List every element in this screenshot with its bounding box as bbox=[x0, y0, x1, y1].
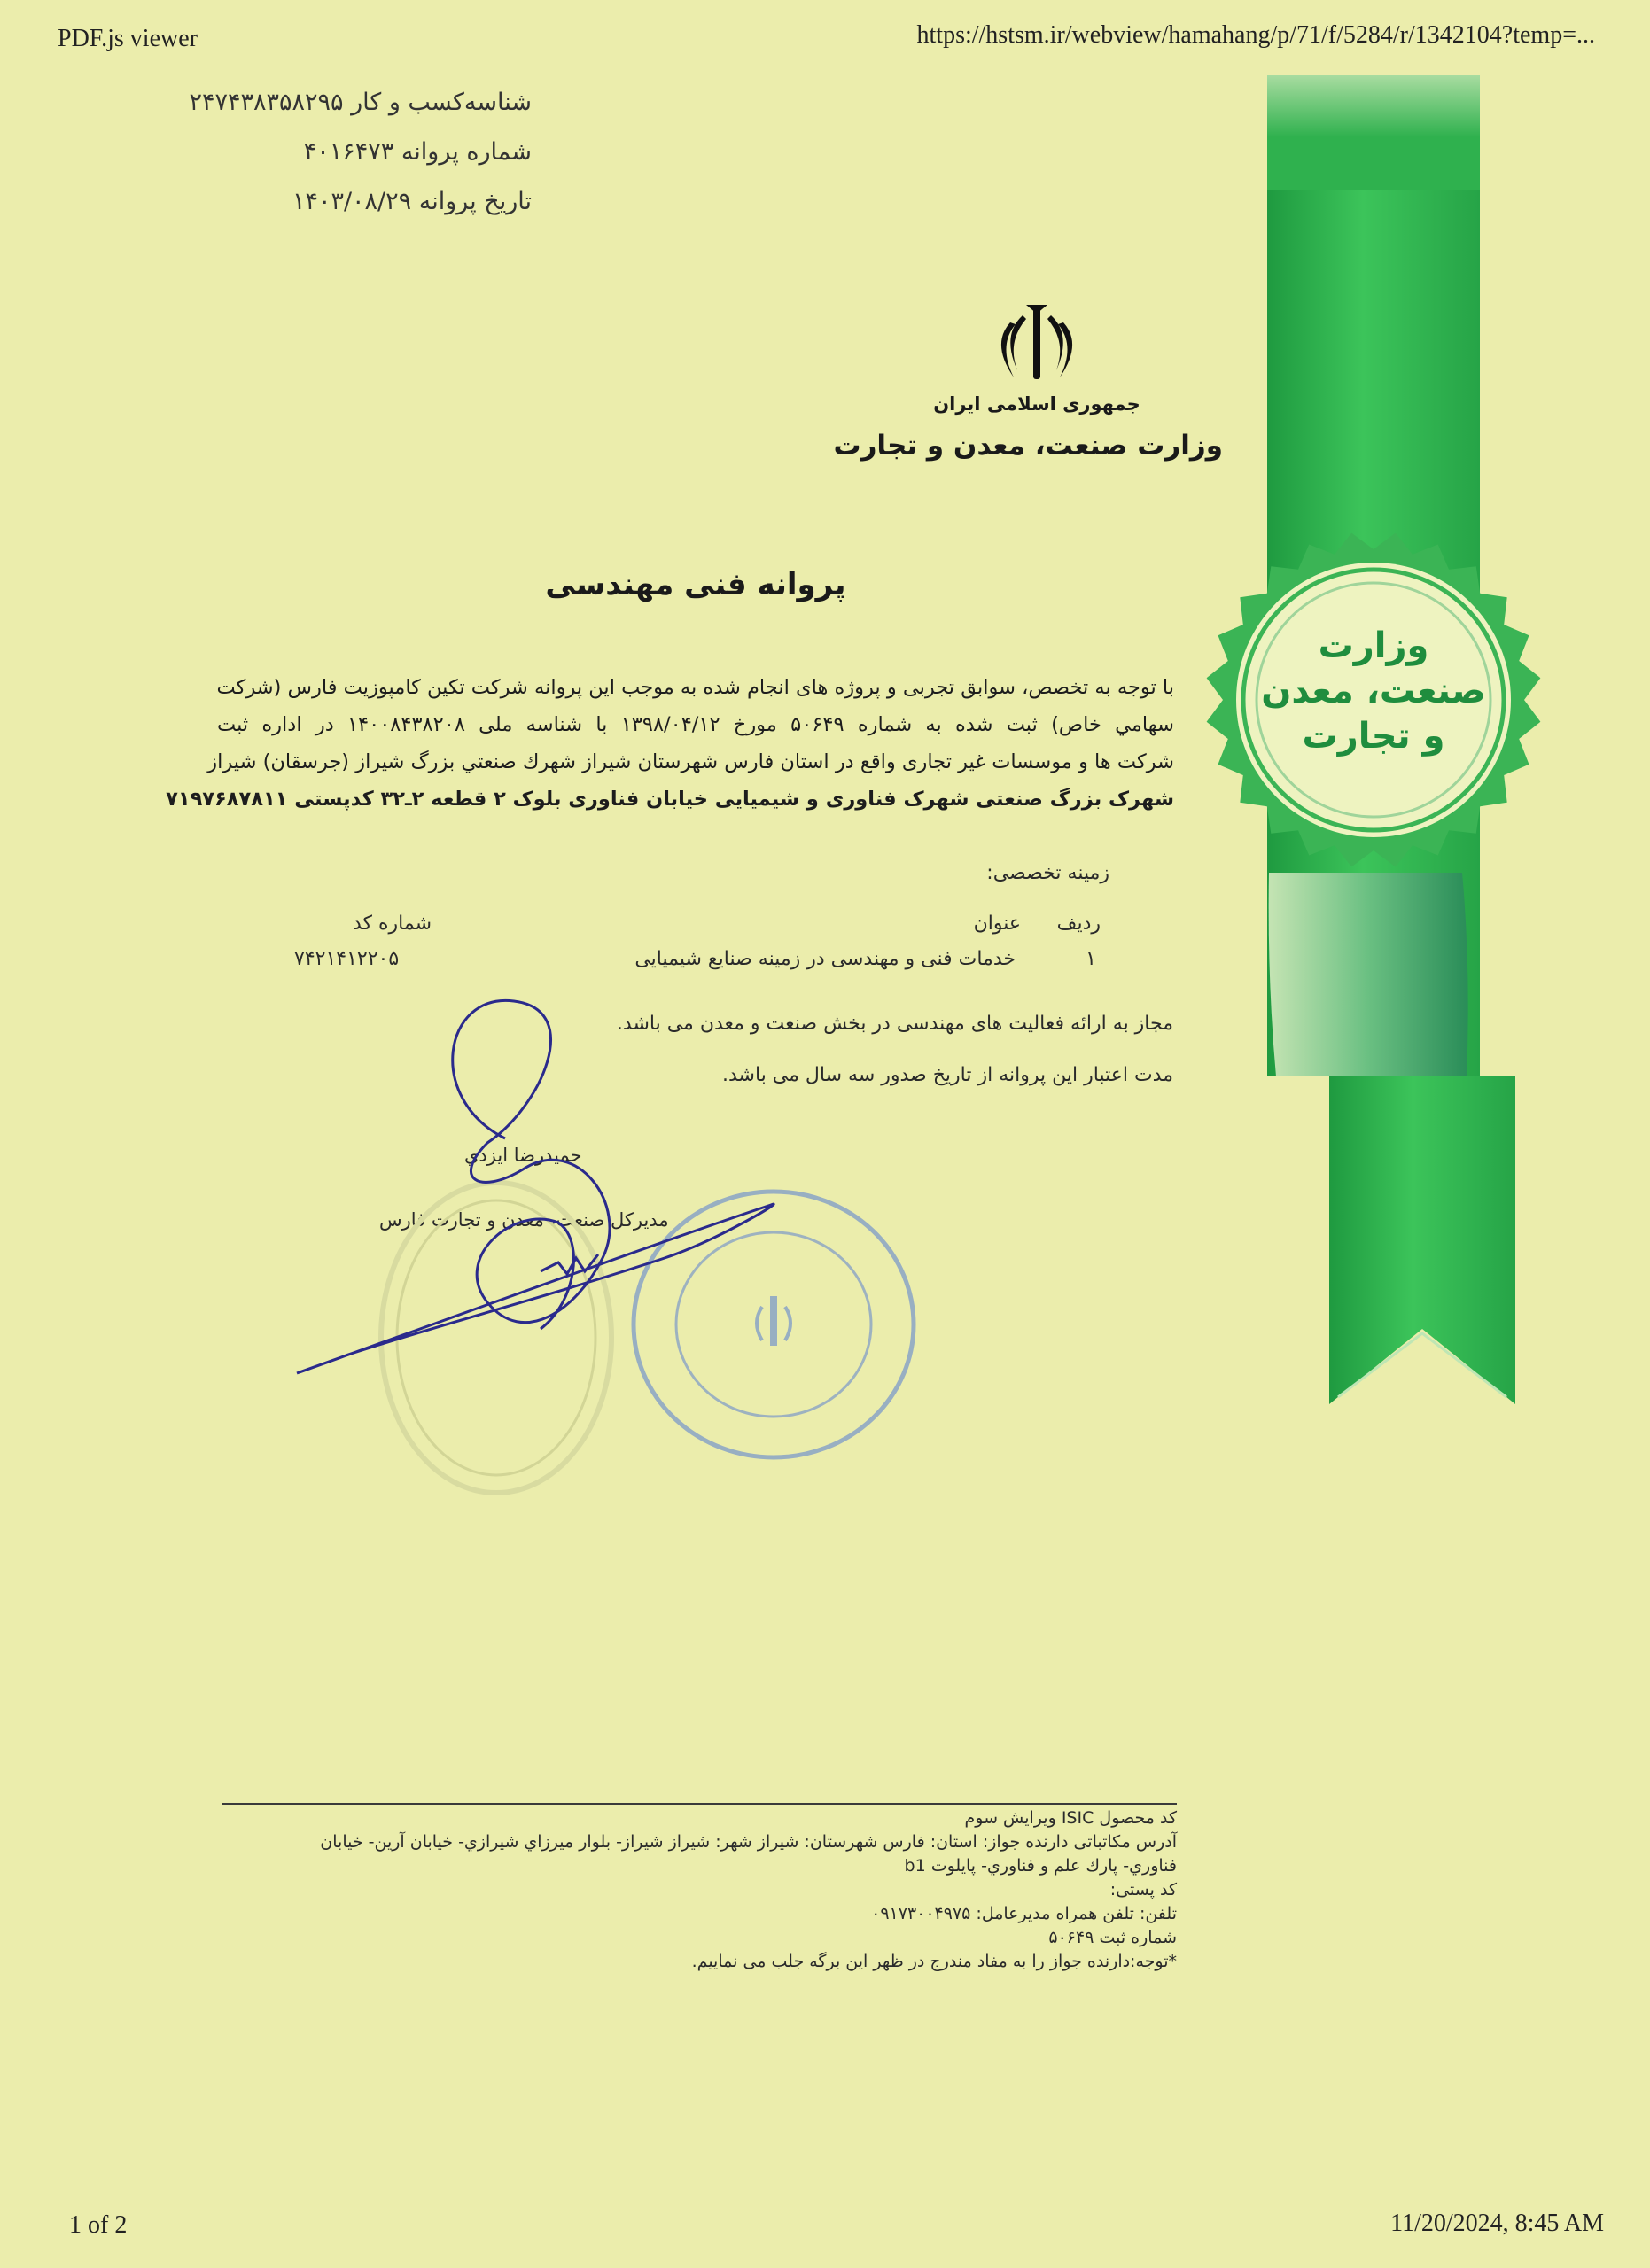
paragraph-line: شهرک بزرگ صنعتی شهرک فناوری و شیمیایی خیابان فناوری بلوک ۲ قطعه ۲ـ۳۲ کدپستی ۷۱۹۷۶۸۷۸۱۱ bbox=[166, 788, 1174, 811]
row-title: خدمات فنی و مهندسی در زمینه صنایع شیمیایی bbox=[634, 948, 1016, 970]
row-number: ۱ bbox=[1086, 948, 1096, 970]
authorization-text: مجاز به ارائه فعالیت های مهندسی در بخش صنعت و معدن می باشد. bbox=[616, 1013, 1173, 1035]
seal-line-2: صنعت، معدن bbox=[1261, 671, 1486, 711]
footer-line: آدرس مکاتباتی دارنده جواز: استان: فارس شهرستان: شیراز شهر: شیراز شیراز- بلوار میرزاي شیرازي- خیابان آرین- خیابان bbox=[320, 1832, 1177, 1852]
print-timestamp: 11/20/2024, 8:45 AM bbox=[1390, 2210, 1604, 2237]
business-id: شناسه‌کسب و کار ۲۴۷۴۳۸۳۵۸۲۹۵ bbox=[189, 89, 532, 116]
license-paragraph bbox=[166, 669, 1174, 818]
registration-block bbox=[124, 89, 532, 237]
country-name: جمهوری اسلامی ایران bbox=[933, 393, 1140, 415]
signer-title: مدیرکل صنعت، معدن و تجارت فارس bbox=[379, 1209, 669, 1231]
table-header-row: ردیف bbox=[1056, 913, 1101, 935]
footer-line: شماره ثبت ۵۰۶۴۹ bbox=[1048, 1928, 1177, 1947]
footer-line: فناوري- پارك علم و فناوري- پایلوت b1 bbox=[904, 1856, 1177, 1876]
iran-emblem-icon bbox=[984, 299, 1090, 388]
ministry-name: وزارت صنعت، معدن و تجارت bbox=[833, 430, 1223, 462]
table-row bbox=[0, 948, 1650, 980]
paragraph-line: با توجه به تخصص، سوابق تجربی و پروژه های انجام شده به موجب این پروانه شرکت تکین کامپوزیت فارس (شرکت bbox=[216, 676, 1174, 699]
seal-line-1: وزارت bbox=[1318, 625, 1429, 666]
footer-line: کد پستی: bbox=[1109, 1880, 1177, 1899]
page-indicator: 1 of 2 bbox=[69, 2211, 128, 2239]
document-title: پروانه فنی مهندسی bbox=[545, 567, 846, 602]
viewer-title: PDF.js viewer bbox=[58, 25, 198, 52]
viewer-url: https://hstsm.ir/webview/hamahang/p/71/f/5284/r/1342104?temp=... bbox=[916, 21, 1595, 49]
table-header-title: عنوان bbox=[973, 913, 1021, 935]
signature-scribble-icon bbox=[292, 992, 930, 1391]
footer-line: کد محصول ISIC ویرایش سوم bbox=[964, 1808, 1177, 1828]
footer-line: *توجه:دارنده جواز را به مفاد مندرج در ظهر این برگه جلب می نماییم. bbox=[691, 1952, 1177, 1971]
license-date: تاریخ پروانه ۱۴۰۳/۰۸/۲۹ bbox=[292, 188, 532, 215]
validity-text: مدت اعتبار این پروانه از تاریخ صدور سه سال می باشد. bbox=[722, 1064, 1173, 1086]
license-number: شماره پروانه ۴۰۱۶۴۷۳ bbox=[303, 138, 532, 166]
paragraph-line: شرکت ها و موسسات غیر تجاری واقع در استان فارس شهرستان شیراز شهرك صنعتي بزرگ شيراز (جرسقان) شیراز bbox=[207, 750, 1174, 773]
signature bbox=[292, 992, 930, 1391]
iran-emblem bbox=[984, 299, 1090, 388]
table-header-code: شماره کد bbox=[353, 913, 432, 935]
footer-divider bbox=[222, 1803, 1177, 1805]
footer-line: تلفن: تلفن همراه مدیرعامل: ۰۹۱۷۳۰۰۴۹۷۵ bbox=[871, 1904, 1177, 1923]
specialty-label: زمینه تخصصی: bbox=[986, 862, 1109, 884]
row-code: ۷۴۲۱۴۱۲۲۰۵ bbox=[294, 948, 400, 970]
signer-name: حمیدرضا ایزدي bbox=[464, 1145, 582, 1166]
paragraph-line: سهامي خاص) ثبت شده به شماره ۵۰۶۴۹ مورخ ۱۳۹۸/۰۴/۱۲ با شناسه ملی ۱۴۰۰۸۴۳۸۲۰۸ در اداره ثبت bbox=[217, 713, 1174, 736]
footer-block bbox=[222, 1806, 1177, 1974]
seal-line-3: و تجارت bbox=[1302, 716, 1445, 757]
ministry-seal bbox=[1201, 527, 1546, 873]
